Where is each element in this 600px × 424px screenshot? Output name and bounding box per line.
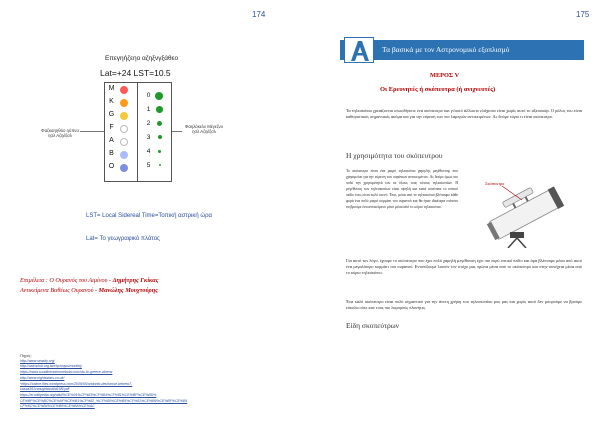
spectral-class-f: F [109, 124, 114, 131]
intro-paragraph: Τα τηλεσκόπια χρειάζονται οπωσδήποτε ένα σκόπευτρο και γι'αυτό άλλωστε ελάχιστα είναι χωρίς αυτό το αξεσουάρ. Ο ρόλος του είναι καθοριστικός σημαντικός ακόμα και για την εύρεση των πιο λαμπρών αντικειμένων. Ας δούμε τώρα τι είναι σκόπευτρο. [346, 108, 582, 120]
magnitude-0: 0 [146, 92, 151, 99]
magnitude-dot-2 [157, 121, 162, 126]
source-link[interactable]: cassa361cvoughbbst6d158l.pdf [20, 387, 70, 392]
finderscope-label: Σκόπευτρο [485, 181, 505, 186]
a-logo-icon [345, 38, 375, 64]
lat-lst-readout: Lat=+24 LST=10.5 [100, 68, 171, 78]
source-link[interactable]: CE%BF%CE%BC%CE%AF%CE%B1%CF%82_%CF%80%CE%B5%CF%81%CE%B9%CE%BF%CE%B4 [20, 398, 188, 403]
magnitude-dot-3 [158, 135, 162, 139]
spectral-class-a: A [109, 137, 114, 144]
part-title: ΜΕΡΟΣ V [430, 72, 460, 79]
section-types-heading: Είδη σκοπεύτρων [346, 321, 400, 330]
page-number-left: 174 [252, 10, 266, 19]
spectral-dot-m [120, 86, 128, 94]
third-paragraph: Ένα καλό σκόπευτρο είναι πολύ σημαντικό για την άνετη χρήση του τηλεσκοπίου μας μας και χωρίς αυτό δεν μπορούμε να βρούμε εύκολα ούτε καν τους πιο λαμπρούς πλανήτες. [346, 299, 582, 311]
magnitude-1: 1 [146, 106, 151, 113]
magnitude-dot-0 [155, 92, 163, 100]
magnitude-dot-4 [158, 150, 161, 153]
legend-lst: LST= Local Sidereal Time=Τοπική αστρική ώρα [86, 213, 212, 219]
source-link[interactable]: http://www.nightsstars.co.uk/ [20, 375, 65, 380]
spectral-dot-g [120, 112, 128, 120]
magnitude-5: 5 [146, 162, 151, 169]
magnitude-label: Φαηλόκελν Μέγεζνο ησλ Αζηέξσλ [184, 124, 224, 134]
spectral-dot-a [120, 138, 128, 146]
spectral-dot-f [120, 125, 128, 133]
legend-divider [137, 82, 138, 182]
spectral-class-m: M [108, 85, 115, 92]
credits [20, 276, 158, 296]
sources-list [20, 353, 290, 410]
magnitude-2: 2 [146, 120, 151, 127]
spectral-class-k: K [109, 98, 114, 105]
section-usefulness-heading: Η χρησιμότητα του σκόπευτρου [346, 151, 443, 160]
source-link[interactable]: http://astroclub.org.tw/ctp/maps/monthly [20, 364, 82, 369]
spectral-label-connector [80, 131, 104, 132]
spectral-class-b: B [109, 150, 114, 157]
chapter-title: Οι Ερευνητές ή σκόπευτρα (ή ανιχνευτές) [380, 86, 496, 93]
spectral-dot-b [120, 151, 128, 159]
banner-title: Τα βασικά με τον Αστρονομικό εξοπλισμό [382, 45, 510, 54]
sources-header: Πηγές: [20, 353, 32, 358]
source-link[interactable]: https://www.soudthersdomnebula.com/sto-to-greece-athens [20, 370, 113, 375]
diagram-title: Επεγηήζεηο αζηξνγξάθεο [105, 55, 179, 62]
credit-line-2: Αντικείμενα Βαθέως Ουρανού - Μανώλης Μουχτούρης [20, 287, 158, 294]
magnitude-label-connector [172, 131, 182, 132]
magnitude-dot-5 [159, 164, 161, 166]
source-link[interactable]: CF%8C%CE%B4%CE%B9%CE%BA%CE%AC [20, 404, 95, 409]
credit-line-1: Επιμέλεια : Ο Ουρανός του Αιμίνου - Δημήτρης Γκίκας [20, 277, 159, 284]
source-link[interactable]: *https://calme.files.wordpress.com/2009/05/orbiontb-deutorose-deberb7- [20, 381, 133, 386]
spectral-dot-o [120, 164, 128, 172]
second-paragraph: Για αυτό τον λόγο, έχουμε το σκόπευτρο που έχει πολύ χαμηλή μεγέθυνση έχει πιο ευρύ οπτικό πεδίο και άρα βλέπουμε μέσα από αυτό ένα μεγαλύτερο κομμάτι του ουρανού. Εντοπίζουμε λοιπόν τον στόχο μας πρώτα μέσα από το σκόπευτρο και στην συνέχεια μέσα από το κύριο τηλεσκόπιο. [346, 258, 582, 276]
spectral-class-o: O [108, 163, 115, 170]
magnitude-dot-1 [156, 106, 163, 113]
finderscope-figure [462, 178, 580, 248]
source-link[interactable]: https://el.wikipedia.org/wiki/%CE%91%CF%83%CF%84%CF%81%CE%BF%CE%BD% [20, 392, 157, 397]
spectral-dot-k [120, 99, 128, 107]
magnitude-4: 4 [146, 148, 151, 155]
legend-lat: Lat= Το γεωγραφικό πλάτος [86, 236, 160, 242]
magnitude-3: 3 [146, 134, 151, 141]
spectral-type-label: Φαζκαηηθόο ηύπνο ησλ Αζηέξσλ [41, 128, 79, 138]
astronomy-logo [344, 37, 374, 63]
spectral-class-g: G [108, 111, 115, 118]
telescope-image-icon [462, 178, 580, 248]
usefulness-paragraph: Το σκόπευτρο είναι ένα μικρό τηλεσκόπιο χαμηλής μεγέθυνσης που χρησιμεύει για την εύρεση των ουράνιων αντικειμένων. Ας δούμε όμως πιο πολύ την χρησιμότητά του σε όλους τους τύπους τηλεσκοπίων. Η μεγέθυνση των τηλεσκοπίων είναι υψηλή και κατά συνέπεια το οπτικό πεδίο τους είναι πολύ στενό. Έτσι, μέσα από το τηλεσκόπιο βλέπουμε κάθε φορά ένα πολύ μικρό κομμάτι του ουρανού και θα ήταν ιδιαίτερα επίπονο να βρούμε ένα αντικείμενο μόνο μέσα από το κύριο τηλεσκόπιο. [346, 169, 458, 210]
source-link[interactable]: http://www.seasky.org/ [20, 358, 55, 363]
page-number-right: 175 [576, 10, 590, 19]
